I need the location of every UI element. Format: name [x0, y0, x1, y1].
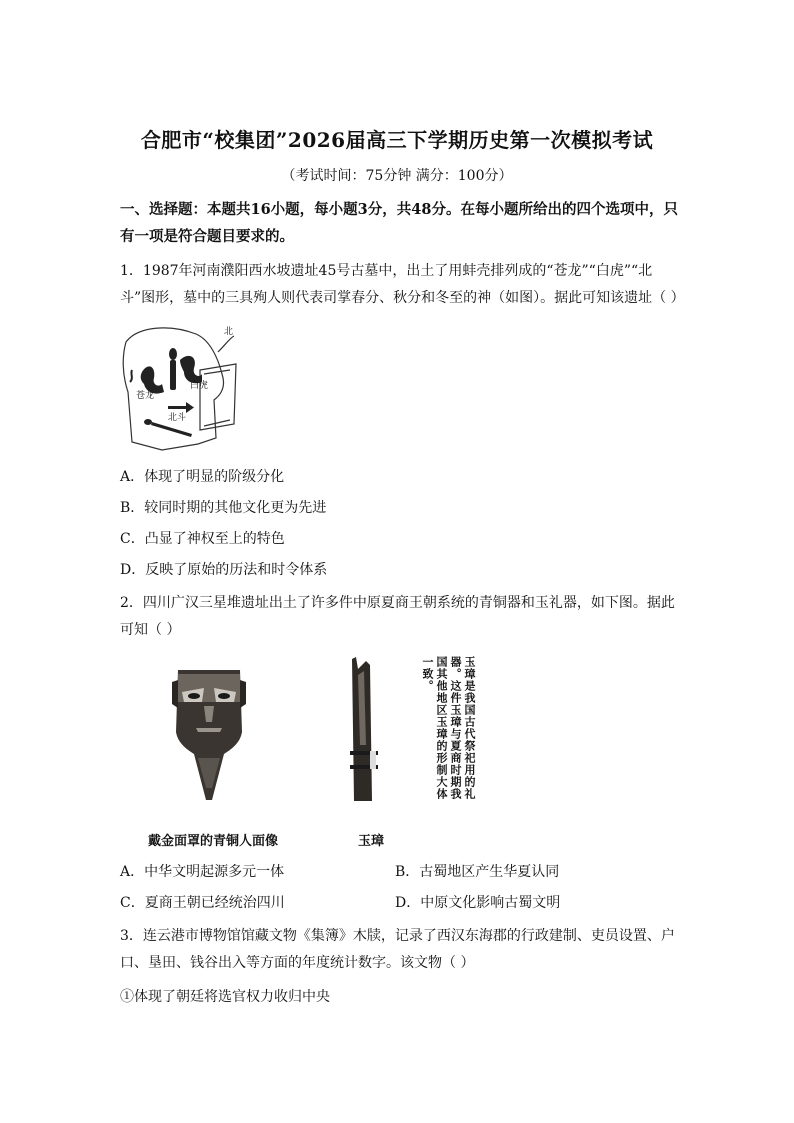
question-1-stem: 1．1987年河南濮阳西水坡遗址45号古墓中，出土了用蚌壳排列成的“苍龙”“白虎”“北斗”图形，墓中的三具殉人则代表司掌春分、秋分和冬至的神（如图）。据此可知该遗址（ ）	[120, 263, 685, 306]
bronze-head-figure	[168, 662, 250, 804]
exam-info: （考试时间：75分钟 满分：100分）	[281, 168, 513, 184]
q3-item-1: ①体现了朝廷将选官权力收归中央	[120, 989, 330, 1005]
q2-option-c: C．夏商王朝已经统治四川	[120, 895, 285, 911]
question-2-stem: 2．四川广汉三星堆遗址出土了许多件中原夏商王朝系统的青铜器和玉礼器，如下图。据此可知（ ）	[120, 595, 675, 638]
jade-zhang-caption: 玉璋	[358, 834, 385, 849]
north-label: 北	[224, 327, 234, 337]
q1-option-d: D．反映了原始的历法和时令体系	[120, 562, 328, 578]
jade-zhang-figure	[340, 655, 392, 803]
page-title: 合肥市“校集团”2026届高三下学期历史第一次模拟考试	[140, 128, 654, 152]
q2-option-d: D．中原文化影响古蜀文明	[395, 895, 561, 911]
dragon-label: 苍龙	[136, 391, 155, 401]
section-heading: 一、选择题：本题共16小题，每小题3分，共48分。在每小题所给出的四个选项中，只有一项是符合题目要求的。	[120, 201, 678, 245]
tomb-figure	[118, 322, 244, 452]
q1-option-a: A．体现了明显的阶级分化	[120, 469, 285, 485]
q2-option-b: B．古蜀地区产生华夏认同	[395, 864, 560, 880]
dipper-label: 北斗	[168, 413, 187, 423]
q1-option-c: C．凸显了神权至上的特色	[120, 531, 285, 547]
q2-option-a: A．中华文明起源多元一体	[120, 864, 285, 880]
bronze-head-caption: 戴金面罩的青铜人面像	[148, 834, 279, 849]
q1-option-b: B．较同时期的其他文化更为先进	[120, 500, 327, 516]
jade-zhang-note: 玉璋是我国古代祭祀用的礼器。这件玉璋与夏商时期我国其他地区玉璋的形制大体一致。	[421, 656, 476, 800]
tiger-label: 白虎	[190, 381, 209, 391]
question-3-stem: 3．连云港市博物馆馆藏文物《集簿》木牍，记录了西汉东海郡的行政建制、吏员设置、户口、垦田、钱谷出入等方面的年度统计数字。该文物（ ）	[120, 928, 675, 971]
